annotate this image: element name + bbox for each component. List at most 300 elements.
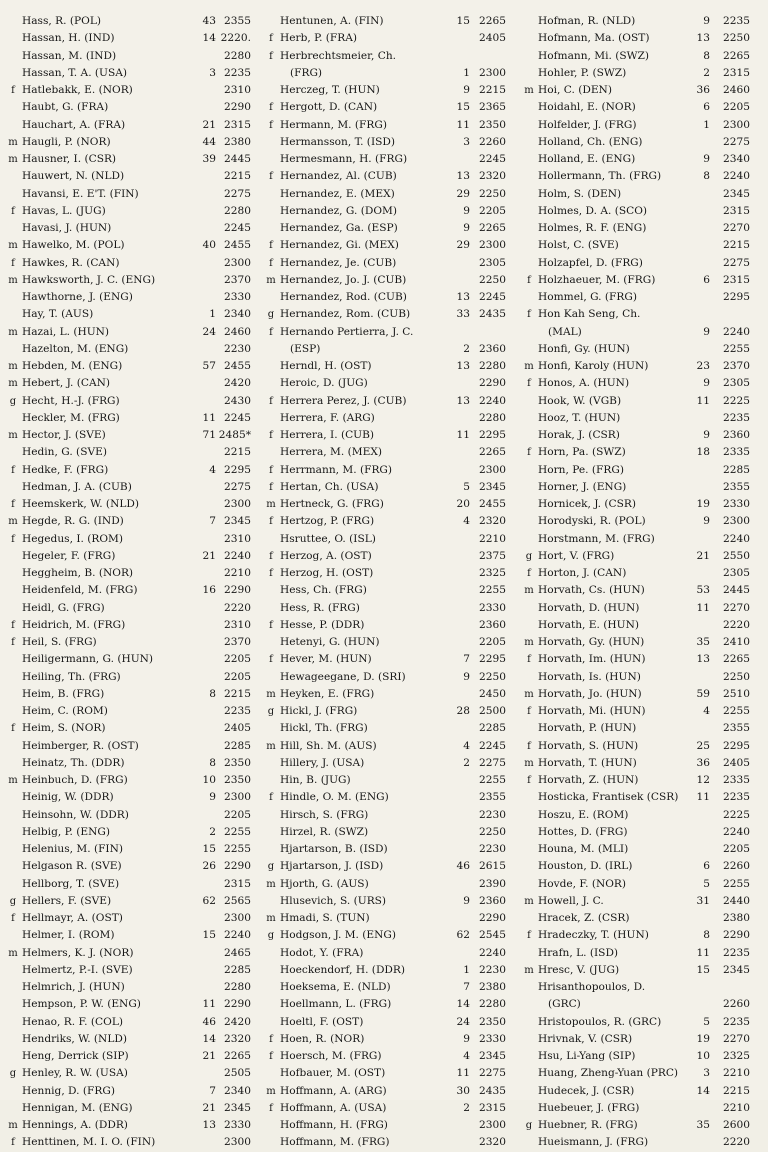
player-entry [520, 134, 766, 151]
games-count: 62 [456, 929, 470, 942]
player-entry [520, 341, 766, 358]
games-count: 8 [703, 929, 710, 942]
player-name: Hovde, F. (NOR) [538, 877, 627, 890]
player-entry [4, 893, 260, 910]
rating-value: 2220 [224, 601, 251, 614]
player-name: Hedke, F. (FRG) [22, 463, 109, 476]
rating-value: 2300 [224, 791, 251, 804]
player-entry [520, 1117, 766, 1134]
player-entry [4, 651, 260, 668]
rating-value: 2250 [479, 187, 506, 200]
title-prefix: m [524, 585, 534, 597]
games-count: 9 [703, 377, 710, 390]
player-name: Horvath, S. (HUN) [538, 739, 639, 752]
player-entry [520, 410, 766, 427]
player-name: Honfi, Gy. (HUN) [538, 342, 630, 355]
player-entry [4, 703, 260, 720]
player-name: Hudecek, J. (CSR) [538, 1084, 635, 1097]
rating-value: 2290 [224, 860, 251, 873]
rating-value: 2280 [479, 998, 506, 1011]
player-name: Holst, C. (SVE) [538, 239, 619, 252]
player-entry [4, 979, 260, 996]
player-entry [262, 410, 518, 427]
player-name: Herb, P. (FRA) [280, 32, 358, 45]
title-prefix: m [8, 1120, 18, 1131]
player-name: Hill, Sh. M. (AUS) [280, 739, 377, 752]
player-entry [4, 1134, 260, 1151]
player-name: Heyken, E. (FRG) [280, 687, 375, 700]
rating-value: 2335 [723, 446, 750, 459]
player-name: Horstmann, M. (FRG) [538, 532, 655, 545]
rating-value: 2455 [224, 360, 251, 372]
player-name: Hernandez, Ga. (ESP) [280, 222, 398, 234]
player-name: Hickl, Th. (FRG) [280, 722, 368, 735]
player-name: Herndl, H. (OST) [280, 360, 372, 372]
games-count: 7 [209, 1084, 216, 1097]
player-entry [520, 117, 766, 134]
games-count: 9 [703, 325, 710, 338]
rating-value: 2250 [479, 273, 506, 286]
rating-value: 2550 [723, 549, 750, 562]
rating-value: 2295 [723, 739, 750, 752]
title-prefix: f [269, 568, 273, 579]
player-name: Hoeksema, E. (NLD) [280, 981, 391, 993]
player-name: Houna, M. (MLI) [538, 843, 629, 855]
player-entry [4, 255, 260, 272]
rating-value: 2270 [723, 1032, 750, 1045]
games-count: 2 [209, 825, 216, 838]
player-name: Heinbuch, D. (FRG) [22, 774, 128, 786]
player-entry [262, 1065, 518, 1082]
player-entry [262, 669, 518, 686]
player-name: Hoffmann, A. (ARG) [280, 1084, 387, 1097]
title-prefix: f [11, 533, 15, 545]
player-entry [4, 686, 260, 703]
player-name: Herrera, M. (MEX) [280, 446, 382, 459]
games-count: 9 [703, 153, 710, 165]
player-name: Helmers, K. J. (NOR) [22, 946, 134, 959]
games-count: 13 [456, 170, 470, 183]
rating-value: 2350 [224, 756, 251, 769]
games-count: 21 [202, 118, 216, 131]
title-prefix: f [269, 1033, 273, 1045]
player-name: Hempson, P. W. (ENG) [22, 998, 141, 1011]
player-entry [4, 996, 260, 1013]
title-prefix: f [527, 740, 531, 752]
rating-value: 2270 [723, 601, 750, 614]
player-entry [520, 427, 766, 444]
player-name: Holmes, R. F. (ENG) [538, 222, 647, 234]
rating-value: 2275 [723, 256, 750, 269]
player-name: Hatlebakk, E. (NOR) [22, 84, 133, 96]
column-3 [520, 13, 766, 1152]
player-name: Huebner, R. (FRG) [538, 1119, 638, 1131]
player-name: Hauchart, A. (FRA) [22, 118, 126, 131]
games-count: 11 [696, 601, 710, 614]
title-prefix: g [9, 1068, 17, 1080]
player-name: Hertneck, G. (FRG) [280, 498, 384, 510]
player-name: Hedman, J. A. (CUB) [22, 480, 132, 493]
rating-value: 2265 [479, 222, 506, 234]
rating-value: 2300 [224, 1136, 251, 1149]
rating-value: 2360 [479, 618, 506, 631]
player-name: Hon Kah Seng, Ch. [538, 308, 641, 321]
player-entry [262, 720, 518, 737]
player-entry [520, 496, 766, 513]
player-entry [520, 582, 766, 599]
player-entry [520, 186, 766, 203]
rating-value: 2240 [723, 825, 750, 838]
player-name: Huang, Zheng-Yuan (PRC) [538, 1067, 679, 1080]
player-entry [520, 237, 766, 254]
rating-value: 2265 [479, 446, 506, 459]
games-count: 21 [202, 1101, 216, 1114]
rating-value: 2265 [723, 49, 750, 62]
player-entry [262, 513, 518, 530]
games-count: 46 [202, 1015, 216, 1028]
player-name: Hawksworth, J. C. (ENG) [22, 273, 156, 286]
player-name: Hoffmann, M. (FRG) [280, 1136, 390, 1149]
player-name: Holfelder, J. (FRG) [538, 118, 637, 131]
rating-value: 2350 [479, 1015, 506, 1028]
player-name: Heiling, Th. (FRG) [22, 670, 121, 683]
title-prefix: g [525, 1120, 533, 1131]
games-count: 8 [209, 756, 216, 769]
player-name: Heckler, M. (FRG) [22, 411, 120, 424]
player-name: Hector, J. (SVE) [22, 429, 106, 441]
player-entry [4, 151, 260, 168]
rating-value: 2205 [224, 670, 251, 683]
player-entry [4, 30, 260, 47]
player-entry [262, 289, 518, 306]
games-count: 11 [456, 118, 470, 131]
player-name: Haugli, P. (NOR) [22, 135, 111, 148]
player-name: Holzapfel, D. (FRG) [538, 256, 643, 269]
player-name: Heemskerk, W. (NLD) [22, 498, 140, 510]
rating-value: 2370 [224, 273, 251, 286]
player-entry [4, 462, 260, 479]
player-entry [262, 134, 518, 151]
games-count: 11 [202, 411, 216, 424]
player-entry [4, 634, 260, 651]
player-entry [520, 513, 766, 530]
player-entry [4, 289, 260, 306]
player-name: Horvath, Cs. (HUN) [538, 584, 645, 597]
rating-value: 2340 [224, 308, 251, 321]
player-entry [4, 479, 260, 496]
title-prefix: f [11, 85, 15, 96]
player-name: Haubt, G. (FRA) [22, 101, 109, 114]
player-entry [4, 99, 260, 116]
rating-value: 2310 [224, 532, 251, 545]
player-entry [262, 1014, 518, 1031]
title-prefix: m [266, 740, 276, 752]
title-prefix: m [8, 136, 18, 148]
player-entry [520, 1031, 766, 1048]
player-name: Hennig, D. (FRG) [22, 1084, 115, 1097]
games-count: 29 [456, 239, 470, 252]
games-count: 9 [463, 670, 470, 683]
games-count: 11 [696, 394, 710, 407]
rating-value: 2275 [723, 135, 750, 148]
rating-value: 2315 [723, 273, 750, 286]
player-entry [520, 996, 766, 1013]
player-entry [4, 1014, 260, 1031]
player-entry [520, 962, 766, 979]
rating-value: 2350 [479, 118, 506, 131]
player-name: Heim, S. (NOR) [22, 722, 106, 735]
player-entry [262, 582, 518, 599]
rating-value: 2245 [479, 291, 506, 303]
rating-value: 2285 [224, 963, 251, 976]
rating-value: 2360 [723, 429, 750, 441]
player-entry [520, 462, 766, 479]
games-count: 14 [202, 1032, 216, 1045]
title-prefix: m [8, 516, 18, 528]
rating-value: 2265 [723, 653, 750, 666]
player-name: Horvath, Z. (HUN) [538, 774, 639, 786]
player-name: Hernandez, G. (DOM) [280, 204, 398, 217]
player-entry [262, 99, 518, 116]
player-name: Hirsch, S. (FRG) [280, 808, 369, 821]
player-name: Howell, J. C. [538, 894, 604, 907]
rating-value: 2325 [723, 1050, 750, 1062]
games-count: 7 [463, 981, 470, 993]
player-entry [262, 945, 518, 962]
rating-value: 2315 [723, 66, 750, 79]
player-name: Hauwert, N. (NLD) [22, 170, 125, 183]
title-prefix: m [524, 85, 534, 96]
rating-value: 2205 [723, 843, 750, 855]
player-entry [262, 1048, 518, 1065]
player-entry [520, 82, 766, 99]
title-prefix: g [267, 706, 275, 717]
rating-value: 2250 [723, 32, 750, 45]
title-prefix: f [527, 378, 531, 390]
player-entry [4, 48, 260, 65]
player-name: Hornicek, J. (CSR) [538, 498, 637, 510]
rating-value: 2330 [723, 498, 750, 510]
player-entry [4, 807, 260, 824]
rating-value: 2380 [479, 981, 506, 993]
rating-value: 2335 [723, 774, 750, 786]
player-name: Hernandez, Al. (CUB) [280, 170, 397, 183]
player-name: Hawkes, R. (CAN) [22, 256, 120, 269]
player-entry [520, 324, 766, 341]
games-count: 13 [456, 360, 470, 372]
games-count: 13 [202, 1119, 216, 1131]
player-entry [262, 203, 518, 220]
rating-value: 2240 [479, 394, 506, 407]
rating-value: 2255 [479, 774, 506, 786]
player-name: Hernando Pertierra, J. C. [280, 325, 414, 338]
player-entry [4, 531, 260, 548]
player-name: Hook, W. (VGB) [538, 394, 622, 407]
title-prefix: f [269, 50, 273, 62]
player-name: Hassan, T. A. (USA) [22, 66, 128, 79]
title-prefix: f [11, 619, 15, 631]
player-entry [262, 186, 518, 203]
player-name: Hofmann, Mi. (SWZ) [538, 49, 650, 62]
player-name: Hooz, T. (HUN) [538, 411, 621, 424]
player-name: Hentunen, A. (FIN) [280, 15, 384, 27]
player-entry [4, 910, 260, 927]
title-prefix: f [269, 792, 273, 804]
player-name: Horvath, Gy. (HUN) [538, 636, 645, 648]
player-entry [520, 979, 766, 996]
rating-value: 2380 [224, 135, 251, 148]
player-name: Hjorth, G. (AUS) [280, 877, 369, 890]
player-name: Hoidahl, E. (NOR) [538, 101, 636, 114]
games-count: 53 [696, 584, 710, 597]
games-count: 9 [703, 15, 710, 27]
rating-value: 2290 [224, 998, 251, 1011]
rating-value: 2270 [723, 222, 750, 234]
player-entry [4, 1065, 260, 1082]
player-name: Henley, R. W. (USA) [22, 1067, 128, 1080]
rating-value: 2320 [479, 170, 506, 183]
player-name: Helmrich, J. (HUN) [22, 981, 125, 993]
player-entry [4, 410, 260, 427]
player-entry [262, 996, 518, 1013]
rating-value: 2235 [723, 946, 750, 959]
rating-value: 2330 [479, 1032, 506, 1045]
games-count: 21 [202, 1050, 216, 1062]
player-entry [520, 272, 766, 289]
player-name: Hommel, G. (FRG) [538, 291, 637, 303]
player-entry [262, 617, 518, 634]
player-name: Heinatz, Th. (DDR) [22, 756, 125, 769]
rating-value: 2210 [723, 1067, 750, 1080]
rating-value: 2260 [479, 135, 506, 148]
player-name: Hjartarson, J. (ISD) [280, 860, 384, 873]
player-name: Heidrich, M. (FRG) [22, 618, 126, 631]
rating-value: 2360 [479, 894, 506, 907]
rating-value: 2330 [224, 1119, 251, 1131]
player-name: Helbig, P. (ENG) [22, 825, 111, 838]
games-count: 13 [696, 32, 710, 45]
player-name: Hassan, H. (IND) [22, 32, 115, 45]
games-count: 9 [463, 84, 470, 96]
games-count: 9 [463, 894, 470, 907]
rating-value: 2220 [723, 1136, 750, 1149]
player-entry [4, 513, 260, 530]
player-name: (GRC) [548, 998, 581, 1011]
player-entry [520, 531, 766, 548]
rating-value: 2255 [723, 342, 750, 355]
title-prefix: f [269, 171, 273, 183]
rating-value: 2215 [479, 84, 506, 96]
rating-value: 2235 [224, 66, 251, 79]
games-count: 8 [703, 49, 710, 62]
rating-value: 2235 [723, 411, 750, 424]
rating-value: 2355 [224, 15, 251, 27]
player-entry [4, 324, 260, 341]
player-name: Holmes, D. A. (SCO) [538, 204, 648, 217]
player-name: Hazai, L. (HUN) [22, 325, 110, 338]
player-name: Hsruttee, O. (ISL) [280, 532, 376, 545]
player-name: Hirzel, R. (SWZ) [280, 825, 369, 838]
title-prefix: f [11, 723, 15, 735]
rating-value: 2315 [224, 118, 251, 131]
rating-value: 2230 [479, 963, 506, 976]
rating-value: 2390 [479, 877, 506, 890]
player-entry [520, 306, 766, 323]
rating-value: 2235 [224, 705, 251, 717]
games-count: 9 [703, 515, 710, 528]
player-entry [520, 479, 766, 496]
games-count: 23 [696, 360, 710, 372]
title-prefix: m [524, 688, 534, 700]
player-name: Hickl, J. (FRG) [280, 705, 358, 717]
games-count: 2 [463, 756, 470, 769]
title-prefix: f [269, 119, 273, 131]
rating-value: 2240 [723, 325, 750, 338]
rating-value: 2280 [224, 49, 251, 62]
player-name: Hess, Ch. (FRG) [280, 584, 367, 597]
rating-value: 2435 [479, 1084, 506, 1097]
rating-value: 2320 [479, 1136, 506, 1149]
player-entry [262, 30, 518, 47]
player-name: Hoszu, E. (ROM) [538, 808, 629, 821]
player-name: Hebert, J. (CAN) [22, 377, 111, 390]
player-entry [4, 1117, 260, 1134]
player-entry [262, 548, 518, 565]
player-entry [262, 772, 518, 789]
player-entry [520, 358, 766, 375]
player-name: Hracek, Z. (CSR) [538, 912, 630, 924]
title-prefix: f [269, 33, 273, 45]
rating-value: 2405 [479, 32, 506, 45]
player-entry [520, 738, 766, 755]
player-entry [4, 427, 260, 444]
rating-value: 2275 [224, 187, 251, 200]
games-count: 2 [463, 342, 470, 355]
games-count: 9 [703, 429, 710, 441]
rating-value: 2240 [224, 549, 251, 562]
rating-value: 2360 [479, 342, 506, 355]
rating-value: 2450 [479, 687, 506, 700]
player-name: Hohler, P. (SWZ) [538, 66, 627, 79]
player-entry [520, 1048, 766, 1065]
player-entry [4, 134, 260, 151]
player-entry [520, 841, 766, 858]
rating-value: 2405 [723, 756, 750, 769]
player-name: Horton, J. (CAN) [538, 567, 627, 579]
player-name: Hass, R. (POL) [22, 15, 101, 27]
rating-value: 2260 [723, 860, 750, 873]
games-count: 59 [696, 687, 710, 700]
rating-value: 2240 [224, 929, 251, 942]
games-count: 11 [696, 946, 710, 959]
player-name: Herzog, H. (OST) [280, 567, 374, 579]
player-entry [520, 151, 766, 168]
player-name: Horvath, Is. (HUN) [538, 670, 641, 683]
rating-value: 2315 [479, 1101, 506, 1114]
games-count: 21 [696, 549, 710, 562]
rating-value: 2355 [723, 480, 750, 493]
games-count: 1 [703, 118, 710, 131]
rating-value: 2255 [224, 825, 251, 838]
player-entry [262, 444, 518, 461]
player-name: Helmer, I. (ROM) [22, 929, 115, 942]
title-prefix: m [524, 964, 534, 976]
player-name: Hertan, Ch. (USA) [280, 480, 379, 493]
player-entry [4, 306, 260, 323]
games-count: 6 [703, 101, 710, 114]
games-count: 71 [202, 429, 216, 441]
games-count: 15 [456, 15, 470, 27]
